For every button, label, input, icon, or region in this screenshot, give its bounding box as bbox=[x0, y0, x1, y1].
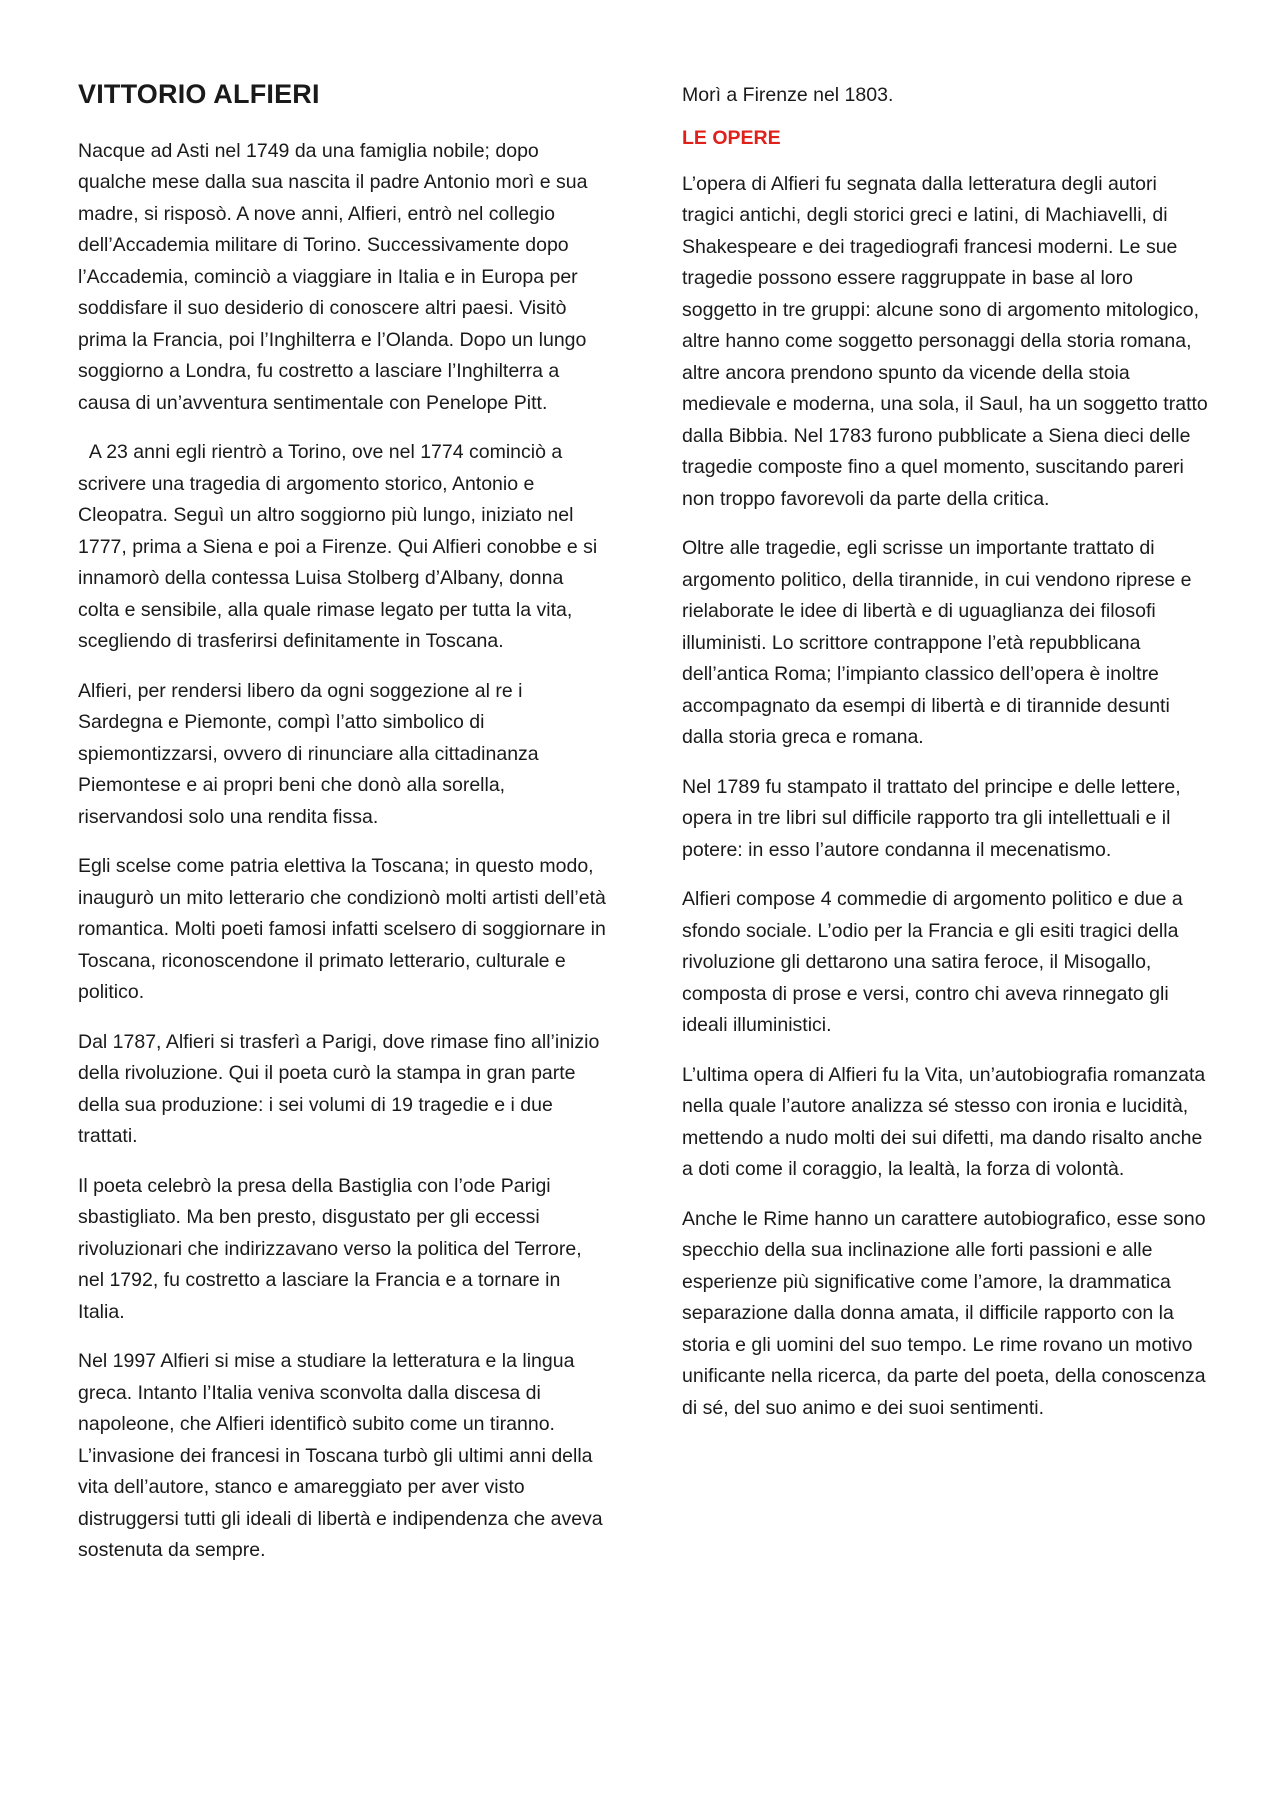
paragraph-rime: Anche le Rime hanno un carattere autobiografico, esse sono specchio della sua inclinazione alle forti passioni e alle esperienze più significative come l’amore, la drammatica separazione dalla donna amata, il difficile rapporto con la storia e gli uomini del suo tempo. Le rime rovano un motivo unificante nella ricerca, da parte del poeta, della conoscenza di sé, del suo animo e dei suoi sentimenti. bbox=[682, 1207, 1206, 1419]
paragraph-greco: Nel 1997 Alfieri si mise a studiare la letteratura e la lingua greca. Intanto l’Italia veniva sconvolta dalla discesa di napoleone, che Alfieri identificò subito come un tiranno. L’invasione dei francesi in Toscana turbò gli ultimi anni della vita dell’autore, stanco e amareggiato per aver visto distruggersi tutti gli ideali di libertà e indipendenza che aveva sostenuta da sempre. bbox=[78, 1350, 603, 1562]
right-column bbox=[682, 80, 1212, 1442]
paragraph-vita: L’ultima opera di Alfieri fu la Vita, un’autobiografia romanzata nella quale l’autore analizza sé stesso con ironia e lucidità, mettendo a nudo molti dei sui difetti, ma dando risalto anche a doti come il coraggio, la lealtà, la forza di volontà. bbox=[682, 1063, 1206, 1181]
paragraph-toscana: Egli scelse come patria elettiva la Toscana; in questo modo, inaugurò un mito letterario che condizionò molti artisti dell’età romantica. Molti poeti famosi infatti scelsero di soggiornare in Toscana, riconoscendone il primato letterario, culturale e politico. bbox=[78, 855, 606, 1004]
paragraph-spiemontizzarsi: Alfieri, per rendersi libero da ogni soggezione al re i Sardegna e Piemonte, compì l’atto simbolico di spiemontizzarsi, ovvero di rinunciare alla cittadinanza Piemontese e ai propri beni che donò alla sorella, riservandosi solo una rendita fissa. bbox=[78, 679, 539, 828]
paragraph-parigi: Dal 1787, Alfieri si trasferì a Parigi, dove rimase fino all’inizio della rivoluzione. Qui il poeta curò la stampa in gran parte della sua produzione: i sei volumi di 19 tragedie e i due trattati. bbox=[78, 1030, 600, 1148]
paragraph-principe: Nel 1789 fu stampato il trattato del principe e delle lettere, opera in tre libri sul difficile rapporto tra gli intellettuali e il potere: in esso l’autore condanna il mecenatismo. bbox=[682, 775, 1181, 861]
paragraph-bastiglia: Il poeta celebrò la presa della Bastiglia con l’ode Parigi sbastigliato. Ma ben presto, disgustato per gli eccessi rivoluzionari che indirizzavano verso la politica del Terrore, nel 1792, fu costretto a lasciare la Francia e a tornare in Italia. bbox=[78, 1174, 582, 1323]
section-heading-opere: LE OPERE bbox=[682, 126, 781, 149]
paragraph-commedie: Alfieri compose 4 commedie di argomento politico e due a sfondo sociale. L’odio per la Francia e gli esiti tragici della rivoluzione gli dettarono una satira feroce, il Misogallo, composta di prose e versi, contro chi aveva rinnegato gli ideali illuministici. bbox=[682, 888, 1183, 1037]
paragraph-tragedie: L’opera di Alfieri fu segnata dalla letteratura degli autori tragici antichi, degli storici greci e latini, di Machiavelli, di Shakespeare e dei tragediografi francesi moderni. Le sue tragedie possono essere raggruppate in base al loro soggetto in tre gruppi: alcune sono di argomento mitologico, altre hanno come soggetto personaggi della storia romana, altre ancora prendono spunto da vicende della stoia medievale e moderna, una sola, il Saul, ha un soggetto tratto dalla Bibbia. Nel 1783 furono pubblicate a Siena dieci delle tragedie composte fino a quel momento, suscitando pareri non troppo favorevoli da parte della critica. bbox=[682, 172, 1208, 510]
paragraph-death: Morì a Firenze nel 1803. bbox=[682, 84, 894, 106]
paragraph-return-torino: A 23 anni egli rientrò a Torino, ove nel 1774 cominciò a scrivere una tragedia di argomento storico, Antonio e Cleopatra. Seguì un altro soggiorno più lungo, iniziato nel 1777, prima a Siena e poi a Firenze. Qui Alfieri conobbe e si innamorò della contessa Luisa Stolberg d’Albany, donna colta e sensibile, alla quale rimase legato per tutta la vita, scegliendo di trasferirsi definitamente in Toscana. bbox=[78, 441, 603, 653]
paragraph-birth: Nacque ad Asti nel 1749 da una famiglia nobile; dopo qualche mese dalla sua nascita il padre Antonio morì e sua madre, si risposò. A nove anni, Alfieri, entrò nel collegio dell’Accademia militare di Torino. Successivamente dopo l’Accademia, cominciò a viaggiare in Italia e in Europa per soddisfare il suo desiderio di conoscere altri paesi. Visitò prima la Francia, poi l’Inghilterra e l’Olanda. Dopo un lungo soggiorno a Londra, fu costretto a lasciare l’Inghilterra a causa di un’avventura sentimentale con Penelope Pitt. bbox=[78, 139, 588, 414]
page-title: VITTORIO ALFIERI bbox=[78, 79, 320, 109]
paragraph-tirannide: Oltre alle tragedie, egli scrisse un importante trattato di argomento politico, della tirannide, in cui vendono riprese e rielaborate le idee di libertà e di uguaglianza dei filosofi illuministi. Lo scrittore contrappone l’età repubblicana dell’antica Roma; l’impianto classico dell’opera è inoltre accompagnato da esempi di libertà e di tirannide desunti dalla storia greca e romana. bbox=[682, 537, 1192, 749]
left-column bbox=[78, 78, 608, 1585]
